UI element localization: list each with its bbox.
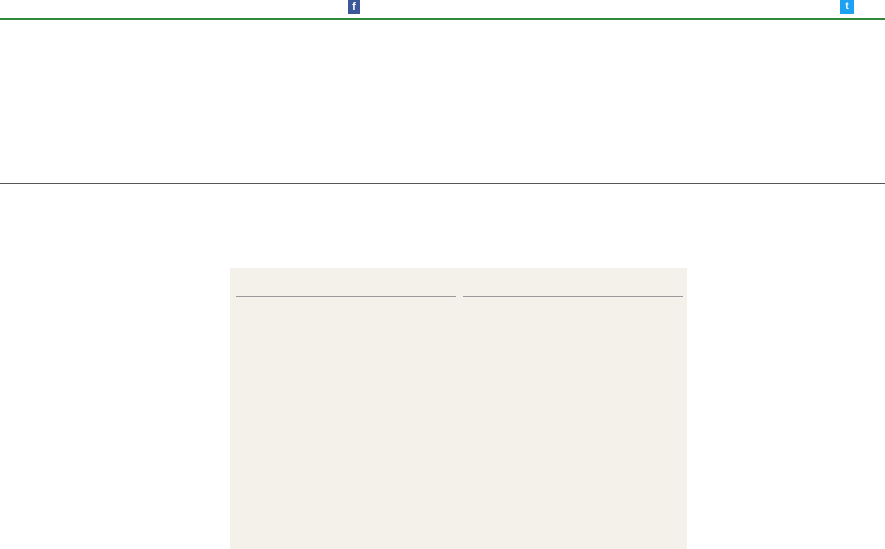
boxed-stories [230, 268, 687, 549]
box-story-a [236, 268, 456, 549]
top-bar [0, 0, 885, 20]
left-byline-wrap [3, 190, 203, 208]
twitter-icon: t [840, 0, 854, 14]
kicker [236, 268, 456, 297]
right-story-column [690, 268, 885, 549]
facebook-icon: f [348, 0, 360, 14]
box-story-b [463, 268, 683, 549]
left-story-column [3, 262, 225, 549]
subheadline [0, 152, 885, 180]
story-title [463, 303, 683, 375]
headline [0, 40, 885, 152]
story-title [236, 303, 456, 375]
kicker [463, 268, 683, 297]
left-story-lead [3, 212, 443, 260]
divider [0, 183, 885, 184]
right-story-top [448, 185, 884, 268]
